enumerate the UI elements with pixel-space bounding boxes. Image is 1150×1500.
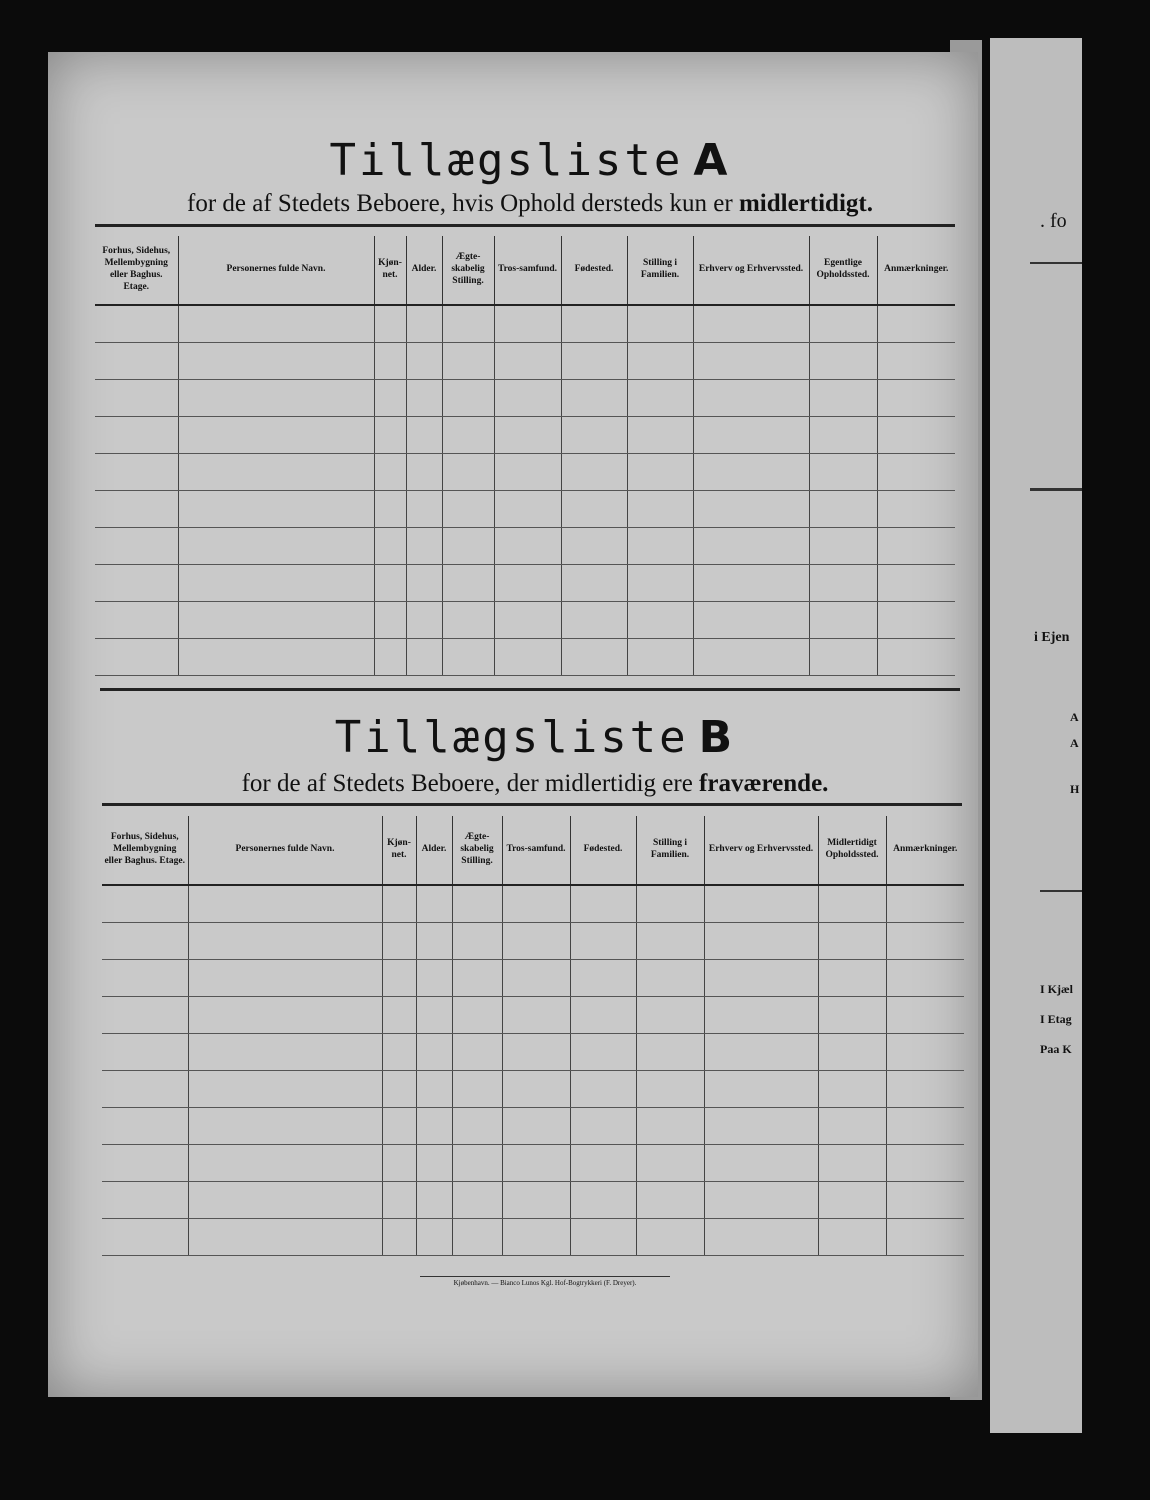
table-cell[interactable] [818, 960, 886, 997]
table-cell[interactable] [502, 1071, 570, 1108]
rp-fragment-3: A [1070, 710, 1079, 724]
table-cell[interactable] [442, 380, 494, 417]
table-cell[interactable] [178, 417, 374, 454]
table-cell[interactable] [374, 491, 406, 528]
table-cell[interactable] [886, 923, 964, 960]
list-b-subtitle-bold: fraværende. [699, 770, 829, 797]
table-cell[interactable] [374, 565, 406, 602]
table-cell[interactable] [704, 1145, 818, 1182]
list-b-col-header: Erhverv og Erhvervssted. [704, 816, 818, 885]
list-b-subtitle [0, 770, 1070, 798]
table-cell[interactable] [416, 1034, 452, 1071]
table-cell[interactable] [442, 565, 494, 602]
table-cell[interactable] [570, 885, 636, 923]
table-cell[interactable] [178, 454, 374, 491]
table-cell[interactable] [877, 602, 955, 639]
table-cell[interactable] [188, 997, 382, 1034]
table-cell[interactable] [886, 885, 964, 923]
table-cell[interactable] [188, 1034, 382, 1071]
table-cell[interactable] [406, 417, 442, 454]
table-cell[interactable] [102, 1145, 188, 1182]
table-row [95, 380, 955, 417]
table-cell[interactable] [636, 960, 704, 997]
table-cell[interactable] [416, 1219, 452, 1256]
table-cell[interactable] [561, 528, 627, 565]
table-cell[interactable] [406, 305, 442, 343]
table-cell[interactable] [502, 923, 570, 960]
table-cell[interactable] [886, 1071, 964, 1108]
list-b-col-header: Personernes fulde Navn. [188, 816, 382, 885]
table-cell[interactable] [382, 1182, 416, 1219]
table-cell[interactable] [374, 454, 406, 491]
adjacent-page [990, 38, 1082, 1433]
table-cell[interactable] [561, 417, 627, 454]
table-cell[interactable] [561, 639, 627, 676]
table-cell[interactable] [374, 343, 406, 380]
rp-fragment-1: . fo [1040, 210, 1067, 232]
table-cell[interactable] [188, 885, 382, 923]
table-cell[interactable] [818, 923, 886, 960]
table-cell[interactable] [452, 923, 502, 960]
table-cell[interactable] [693, 343, 809, 380]
table-cell[interactable] [374, 417, 406, 454]
table-cell[interactable] [886, 1108, 964, 1145]
table-cell[interactable] [627, 343, 693, 380]
table-cell[interactable] [95, 602, 178, 639]
table-cell[interactable] [886, 1034, 964, 1071]
list-b-title-text: Tillægsliste [334, 712, 689, 763]
list-b-col-header: Midlertidigt Opholdssted. [818, 816, 886, 885]
table-cell[interactable] [178, 639, 374, 676]
table-row [102, 923, 964, 960]
list-a-col-header: Ægte-skabelig Stilling. [442, 236, 494, 305]
table-cell[interactable] [570, 923, 636, 960]
table-cell[interactable] [877, 454, 955, 491]
table-row [102, 960, 964, 997]
table-cell[interactable] [502, 1182, 570, 1219]
table-cell[interactable] [178, 491, 374, 528]
table-cell[interactable] [561, 343, 627, 380]
table-cell[interactable] [877, 305, 955, 343]
list-b-col-header: Stilling i Familien. [636, 816, 704, 885]
table-cell[interactable] [382, 885, 416, 923]
table-cell[interactable] [494, 417, 561, 454]
table-row [95, 305, 955, 343]
table-cell[interactable] [452, 1145, 502, 1182]
table-cell[interactable] [627, 305, 693, 343]
table-cell[interactable] [406, 639, 442, 676]
rp-fragment-8: Paa K [1040, 1042, 1072, 1056]
printer-imprint: Kjøbenhavn. — Bianco Lunos Kgl. Hof-Bogtrykkeri (F. Dreyer). [420, 1276, 670, 1287]
table-cell[interactable] [452, 1071, 502, 1108]
table-row [95, 528, 955, 565]
table-cell[interactable] [693, 417, 809, 454]
table-cell[interactable] [818, 885, 886, 923]
list-a-col-header: Kjøn-net. [374, 236, 406, 305]
table-cell[interactable] [374, 602, 406, 639]
table-cell[interactable] [818, 1145, 886, 1182]
rp-fragment-5: H [1070, 782, 1080, 796]
table-cell[interactable] [382, 1145, 416, 1182]
table-cell[interactable] [877, 491, 955, 528]
table-cell[interactable] [886, 997, 964, 1034]
table-cell[interactable] [95, 454, 178, 491]
table-cell[interactable] [693, 528, 809, 565]
table-cell[interactable] [95, 417, 178, 454]
table-cell[interactable] [693, 565, 809, 602]
table-cell[interactable] [406, 491, 442, 528]
table-cell[interactable] [502, 1034, 570, 1071]
table-row [95, 639, 955, 676]
table-cell[interactable] [178, 305, 374, 343]
list-b-letter: B [698, 712, 736, 763]
table-cell[interactable] [809, 639, 877, 676]
rp-rule-1 [1030, 262, 1082, 264]
table-cell[interactable] [102, 960, 188, 997]
list-a-subtitle-text: for de af Stedets Beboere, hvis Ophold dersteds kun er [187, 190, 733, 217]
table-cell[interactable] [627, 528, 693, 565]
table-cell[interactable] [442, 305, 494, 343]
table-cell[interactable] [178, 528, 374, 565]
table-cell[interactable] [704, 1219, 818, 1256]
list-b-col-header: Fødested. [570, 816, 636, 885]
table-cell[interactable] [636, 1182, 704, 1219]
table-cell[interactable] [452, 960, 502, 997]
table-cell[interactable] [693, 380, 809, 417]
table-cell[interactable] [494, 305, 561, 343]
table-row [95, 417, 955, 454]
table-cell[interactable] [809, 380, 877, 417]
rp-fragment-6: I Kjæl [1040, 982, 1073, 996]
table-cell[interactable] [178, 602, 374, 639]
table-cell[interactable] [95, 305, 178, 343]
table-cell[interactable] [416, 885, 452, 923]
table-cell[interactable] [374, 305, 406, 343]
table-cell[interactable] [188, 1071, 382, 1108]
table-cell[interactable] [188, 1219, 382, 1256]
table-cell[interactable] [627, 454, 693, 491]
rp-fragment-7: I Etag [1040, 1012, 1072, 1026]
table-cell[interactable] [636, 1145, 704, 1182]
table-cell[interactable] [95, 528, 178, 565]
table-cell[interactable] [818, 1182, 886, 1219]
list-b-col-header: Ægte-skabelig Stilling. [452, 816, 502, 885]
table-cell[interactable] [704, 1108, 818, 1145]
table-cell[interactable] [818, 1071, 886, 1108]
table-cell[interactable] [494, 565, 561, 602]
table-cell[interactable] [406, 380, 442, 417]
table-cell[interactable] [818, 1108, 886, 1145]
list-b-col-header: Kjøn-net. [382, 816, 416, 885]
list-b-col-header: Tros-samfund. [502, 816, 570, 885]
table-cell[interactable] [102, 1034, 188, 1071]
table-row [102, 1182, 964, 1219]
table-cell[interactable] [693, 602, 809, 639]
table-cell[interactable] [809, 305, 877, 343]
table-cell[interactable] [382, 1071, 416, 1108]
table-cell[interactable] [627, 565, 693, 602]
rp-rule-2 [1030, 488, 1082, 491]
table-cell[interactable] [877, 528, 955, 565]
table-cell[interactable] [502, 960, 570, 997]
table-cell[interactable] [502, 1145, 570, 1182]
table-cell[interactable] [442, 528, 494, 565]
table-cell[interactable] [704, 1034, 818, 1071]
table-row [102, 1071, 964, 1108]
table-cell[interactable] [188, 1145, 382, 1182]
table-cell[interactable] [95, 491, 178, 528]
table-row [102, 997, 964, 1034]
table-cell[interactable] [693, 491, 809, 528]
table-cell[interactable] [636, 1071, 704, 1108]
table-cell[interactable] [704, 997, 818, 1034]
table-cell[interactable] [102, 885, 188, 923]
section-divider-rule [100, 688, 960, 691]
table-cell[interactable] [570, 997, 636, 1034]
table-cell[interactable] [95, 565, 178, 602]
list-a-col-header: Tros-samfund. [494, 236, 561, 305]
table-cell[interactable] [102, 1071, 188, 1108]
table-cell[interactable] [886, 1219, 964, 1256]
table-cell[interactable] [416, 923, 452, 960]
table-cell[interactable] [570, 1108, 636, 1145]
table-cell[interactable] [416, 1108, 452, 1145]
table-cell[interactable] [452, 1034, 502, 1071]
list-a-subtitle [0, 190, 1060, 218]
table-cell[interactable] [442, 417, 494, 454]
table-cell[interactable] [416, 1182, 452, 1219]
table-row [102, 1219, 964, 1256]
table-row [95, 565, 955, 602]
table-cell[interactable] [374, 639, 406, 676]
table-cell[interactable] [188, 1182, 382, 1219]
table-cell[interactable] [95, 639, 178, 676]
table-cell[interactable] [877, 565, 955, 602]
table-cell[interactable] [809, 565, 877, 602]
table-cell[interactable] [809, 343, 877, 380]
table-cell[interactable] [627, 417, 693, 454]
table-cell[interactable] [442, 491, 494, 528]
table-cell[interactable] [494, 602, 561, 639]
table-cell[interactable] [452, 1182, 502, 1219]
table-cell[interactable] [877, 343, 955, 380]
table-cell[interactable] [416, 1071, 452, 1108]
table-cell[interactable] [809, 602, 877, 639]
table-cell[interactable] [406, 454, 442, 491]
table-cell[interactable] [416, 1145, 452, 1182]
table-cell[interactable] [416, 997, 452, 1034]
table-cell[interactable] [188, 1108, 382, 1145]
table-cell[interactable] [627, 602, 693, 639]
table-cell[interactable] [561, 380, 627, 417]
list-a-col-header: Forhus, Sidehus, Mellembygning eller Baghus. Etage. [95, 236, 178, 305]
table-cell[interactable] [494, 528, 561, 565]
table-cell[interactable] [406, 343, 442, 380]
table-cell[interactable] [627, 380, 693, 417]
table-cell[interactable] [502, 1219, 570, 1256]
table-row [95, 454, 955, 491]
list-a-title [0, 135, 1060, 186]
table-cell[interactable] [102, 997, 188, 1034]
table-row [95, 491, 955, 528]
table-cell[interactable] [442, 602, 494, 639]
table-cell[interactable] [416, 960, 452, 997]
table-cell[interactable] [452, 885, 502, 923]
table-cell[interactable] [809, 417, 877, 454]
table-cell[interactable] [561, 454, 627, 491]
table-cell[interactable] [570, 1034, 636, 1071]
table-cell[interactable] [886, 960, 964, 997]
table-cell[interactable] [570, 1071, 636, 1108]
list-a-col-header: Alder. [406, 236, 442, 305]
table-cell[interactable] [442, 639, 494, 676]
list-a-col-header: Anmærkninger. [877, 236, 955, 305]
table-cell[interactable] [877, 380, 955, 417]
table-cell[interactable] [494, 491, 561, 528]
table-row [102, 1108, 964, 1145]
table-cell[interactable] [693, 454, 809, 491]
table-cell[interactable] [561, 491, 627, 528]
table-cell[interactable] [102, 1182, 188, 1219]
table-cell[interactable] [382, 923, 416, 960]
table-row [102, 885, 964, 923]
table-cell[interactable] [95, 380, 178, 417]
table-cell[interactable] [636, 1108, 704, 1145]
table-cell[interactable] [636, 885, 704, 923]
list-a-col-header: Egentlige Opholdssted. [809, 236, 877, 305]
table-cell[interactable] [627, 491, 693, 528]
table-cell[interactable] [406, 602, 442, 639]
list-b-title [0, 712, 1070, 763]
table-cell[interactable] [809, 491, 877, 528]
table-cell[interactable] [704, 1182, 818, 1219]
list-b-col-header: Anmærkninger. [886, 816, 964, 885]
table-cell[interactable] [382, 960, 416, 997]
list-a-col-header: Erhverv og Erhvervssted. [693, 236, 809, 305]
table-cell[interactable] [494, 380, 561, 417]
list-a-top-rule [95, 224, 955, 227]
table-row [102, 1034, 964, 1071]
table-cell[interactable] [406, 528, 442, 565]
table-cell[interactable] [382, 1219, 416, 1256]
list-b-col-header: Alder. [416, 816, 452, 885]
table-cell[interactable] [188, 923, 382, 960]
table-cell[interactable] [95, 343, 178, 380]
table-cell[interactable] [178, 565, 374, 602]
table-cell[interactable] [636, 1219, 704, 1256]
table-cell[interactable] [809, 454, 877, 491]
list-a-col-header: Fødested. [561, 236, 627, 305]
table-cell[interactable] [102, 923, 188, 960]
table-cell[interactable] [636, 997, 704, 1034]
list-b-top-rule [102, 803, 962, 806]
table-cell[interactable] [877, 417, 955, 454]
table-cell[interactable] [494, 343, 561, 380]
table-cell[interactable] [886, 1182, 964, 1219]
table-cell[interactable] [693, 305, 809, 343]
table-cell[interactable] [886, 1145, 964, 1182]
table-cell[interactable] [818, 1219, 886, 1256]
table-cell[interactable] [374, 380, 406, 417]
list-a-col-header: Personernes fulde Navn. [178, 236, 374, 305]
list-b-col-header: Forhus, Sidehus, Mellembygning eller Baghus. Etage. [102, 816, 188, 885]
table-cell[interactable] [627, 639, 693, 676]
table-cell[interactable] [494, 639, 561, 676]
table-row [95, 602, 955, 639]
list-b-subtitle-text: for de af Stedets Beboere, der midlertidig ere [241, 770, 693, 797]
table-cell[interactable] [406, 565, 442, 602]
table-cell[interactable] [570, 960, 636, 997]
table-cell[interactable] [502, 997, 570, 1034]
table-cell[interactable] [818, 1034, 886, 1071]
table-cell[interactable] [704, 960, 818, 997]
table-cell[interactable] [188, 960, 382, 997]
table-cell[interactable] [704, 1071, 818, 1108]
list-a-col-header: Stilling i Familien. [627, 236, 693, 305]
table-cell[interactable] [374, 528, 406, 565]
list-a-letter: A [693, 135, 731, 186]
table-cell[interactable] [382, 1108, 416, 1145]
table-cell[interactable] [382, 997, 416, 1034]
table-cell[interactable] [102, 1219, 188, 1256]
list-b-table [102, 816, 964, 1256]
table-cell[interactable] [818, 997, 886, 1034]
table-cell[interactable] [502, 1108, 570, 1145]
table-cell[interactable] [570, 1182, 636, 1219]
rp-fragment-2: i Ejen [1034, 630, 1070, 645]
list-a-table [95, 236, 955, 676]
table-cell[interactable] [494, 454, 561, 491]
table-cell[interactable] [636, 1034, 704, 1071]
table-cell[interactable] [178, 380, 374, 417]
table-cell[interactable] [809, 528, 877, 565]
table-cell[interactable] [561, 305, 627, 343]
table-cell[interactable] [877, 639, 955, 676]
table-cell[interactable] [102, 1108, 188, 1145]
table-cell[interactable] [561, 602, 627, 639]
table-cell[interactable] [561, 565, 627, 602]
table-cell[interactable] [452, 1108, 502, 1145]
list-a-title-text: Tillægsliste [329, 135, 684, 186]
table-cell[interactable] [570, 1219, 636, 1256]
table-row [102, 1145, 964, 1182]
table-row [95, 343, 955, 380]
list-a-subtitle-bold: midlertidigt. [738, 190, 873, 217]
rp-rule-3 [1040, 890, 1082, 892]
table-cell[interactable] [452, 997, 502, 1034]
table-cell[interactable] [704, 923, 818, 960]
table-cell[interactable] [636, 923, 704, 960]
table-cell[interactable] [693, 639, 809, 676]
rp-fragment-4: A [1070, 736, 1079, 750]
table-cell[interactable] [502, 885, 570, 923]
table-cell[interactable] [178, 343, 374, 380]
table-cell[interactable] [442, 454, 494, 491]
table-cell[interactable] [704, 885, 818, 923]
table-cell[interactable] [570, 1145, 636, 1182]
table-cell[interactable] [382, 1034, 416, 1071]
table-cell[interactable] [442, 343, 494, 380]
table-cell[interactable] [452, 1219, 502, 1256]
